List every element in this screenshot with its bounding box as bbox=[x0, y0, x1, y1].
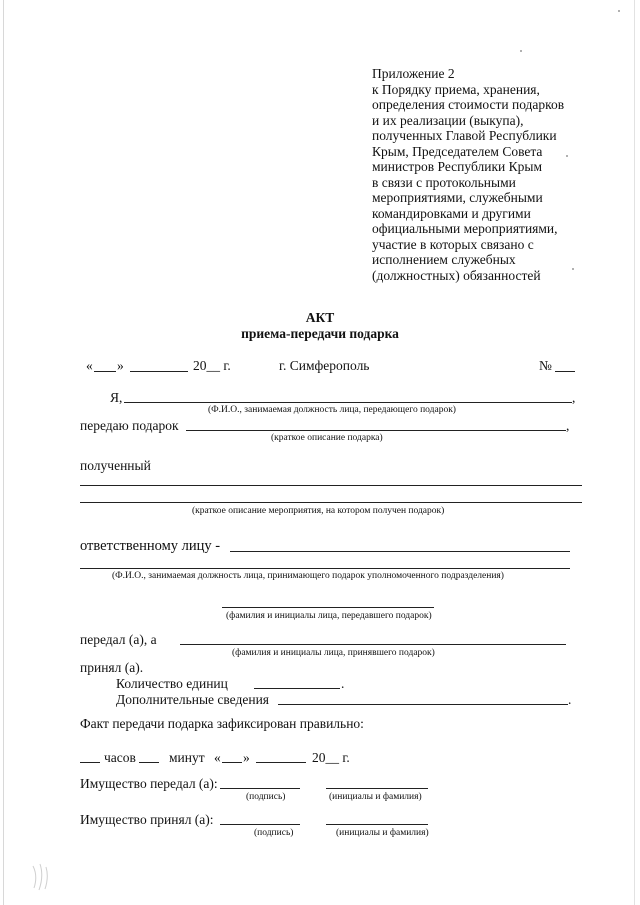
event-hint: (краткое описание мероприятия, на котором получен подарок) bbox=[192, 506, 445, 516]
receiver-name-line[interactable] bbox=[180, 644, 566, 645]
property-passed-label: Имущество передал (а): bbox=[80, 776, 218, 791]
appendix-line: Крым, Председателем Совета bbox=[372, 143, 543, 159]
property-accepted-label: Имущество принял (а): bbox=[80, 812, 214, 827]
act-number-label: № bbox=[539, 358, 552, 373]
date-month-blank[interactable] bbox=[130, 371, 188, 372]
appendix-line: в связи с протокольными bbox=[372, 174, 516, 190]
date-open-quote: « bbox=[86, 358, 93, 373]
appendix-line: исполнением служебных bbox=[372, 252, 516, 267]
scan-speck bbox=[618, 10, 620, 12]
appendix-line: Приложение 2 bbox=[372, 66, 455, 81]
minutes-blank[interactable] bbox=[139, 762, 159, 763]
minutes-label: минут bbox=[169, 750, 205, 765]
time-date-open-quote: « bbox=[214, 750, 221, 765]
gift-line-end: , bbox=[566, 418, 570, 433]
document-title: АКТ bbox=[305, 310, 335, 325]
date-day-blank[interactable] bbox=[94, 371, 116, 372]
extra-info-line[interactable] bbox=[278, 704, 568, 705]
page-edge-left bbox=[3, 0, 4, 905]
ya-label: Я, bbox=[110, 390, 123, 405]
received-label: полученный bbox=[80, 458, 151, 473]
quantity-end: . bbox=[341, 676, 345, 691]
appendix-line: министров Республики Крым bbox=[372, 159, 542, 174]
quantity-line[interactable] bbox=[254, 688, 340, 689]
gift-label: передаю подарок bbox=[80, 418, 179, 433]
hours-blank[interactable] bbox=[80, 762, 100, 763]
receiver-hint: (фамилия и инициалы лица, принявшего подарок) bbox=[232, 648, 435, 658]
responsible-hint: (Ф.И.О., занимаемая должность лица, принимающего подарок уполномоченного подразделения) bbox=[112, 571, 504, 581]
event-line-2[interactable] bbox=[80, 502, 582, 503]
appendix-line: определения стоимости подарков bbox=[372, 97, 565, 112]
passed-label: передал (а), а bbox=[80, 632, 157, 647]
date-year: 20__ г. bbox=[193, 358, 231, 373]
quantity-label: Количество единиц bbox=[116, 676, 228, 691]
appendix-line: официальными мероприятиями, bbox=[372, 221, 558, 236]
time-year: 20__ г. bbox=[312, 750, 350, 765]
appendix-line: (должностных) обязанностей bbox=[372, 267, 541, 283]
accepted-initials-hint: (инициалы и фамилия) bbox=[336, 828, 429, 838]
act-number-blank[interactable] bbox=[555, 371, 575, 372]
ya-line-end: , bbox=[572, 390, 576, 405]
accepted-label: принял (а). bbox=[80, 660, 144, 675]
hours-label: часов bbox=[104, 750, 136, 765]
faint-scan-mark bbox=[30, 862, 52, 892]
event-line-1[interactable] bbox=[80, 485, 582, 486]
appendix-line: командировками и другими bbox=[372, 205, 531, 221]
city-name: г. Симферополь bbox=[279, 358, 370, 373]
extra-label: Дополнительные сведения bbox=[116, 692, 270, 707]
fact-statement: Факт передачи подарка зафиксирован правильно: bbox=[80, 716, 364, 731]
appendix-line: мероприятиями, служебными bbox=[372, 190, 543, 205]
passed-signature-hint: (подпись) bbox=[246, 792, 286, 802]
time-date-close-quote: » bbox=[243, 750, 250, 765]
gift-description-line[interactable] bbox=[186, 430, 566, 431]
accepted-signature-line[interactable] bbox=[220, 824, 300, 825]
appendix-line: полученных Главой Республики bbox=[372, 128, 557, 143]
scan-speck bbox=[520, 50, 522, 52]
page-edge-right bbox=[634, 0, 635, 905]
responsible-line-1[interactable] bbox=[230, 551, 570, 552]
accepted-signature-hint: (подпись) bbox=[254, 828, 294, 838]
passed-initials-line[interactable] bbox=[326, 788, 428, 789]
scan-speck bbox=[566, 155, 568, 157]
passed-initials-hint: (инициалы и фамилия) bbox=[329, 792, 422, 802]
appendix-block bbox=[372, 66, 564, 283]
scan-speck bbox=[572, 268, 574, 270]
appendix-line: и их реализации (выкупа), bbox=[372, 112, 524, 128]
giver-name-line[interactable] bbox=[124, 402, 572, 403]
document-subtitle: приема-передачи подарка bbox=[241, 326, 399, 341]
passed-signature-line[interactable] bbox=[220, 788, 300, 789]
time-month-blank[interactable] bbox=[256, 762, 306, 763]
appendix-line: участие в которых связано с bbox=[372, 236, 534, 252]
giver-hint: (Ф.И.О., занимаемая должность лица, передающего подарок) bbox=[208, 405, 456, 415]
giver-signature-line[interactable] bbox=[222, 607, 434, 608]
appendix-line: к Порядку приема, хранения, bbox=[372, 81, 540, 97]
responsible-line-2[interactable] bbox=[80, 568, 570, 569]
time-day-blank[interactable] bbox=[222, 762, 242, 763]
gift-hint: (краткое описание подарка) bbox=[271, 433, 383, 443]
extra-end: . bbox=[568, 692, 572, 707]
date-close-quote: » bbox=[117, 358, 124, 373]
accepted-initials-line[interactable] bbox=[326, 824, 428, 825]
giver-short-hint: (фамилия и инициалы лица, передавшего подарок) bbox=[226, 611, 432, 621]
responsible-label: ответственному лицу - bbox=[80, 538, 221, 554]
